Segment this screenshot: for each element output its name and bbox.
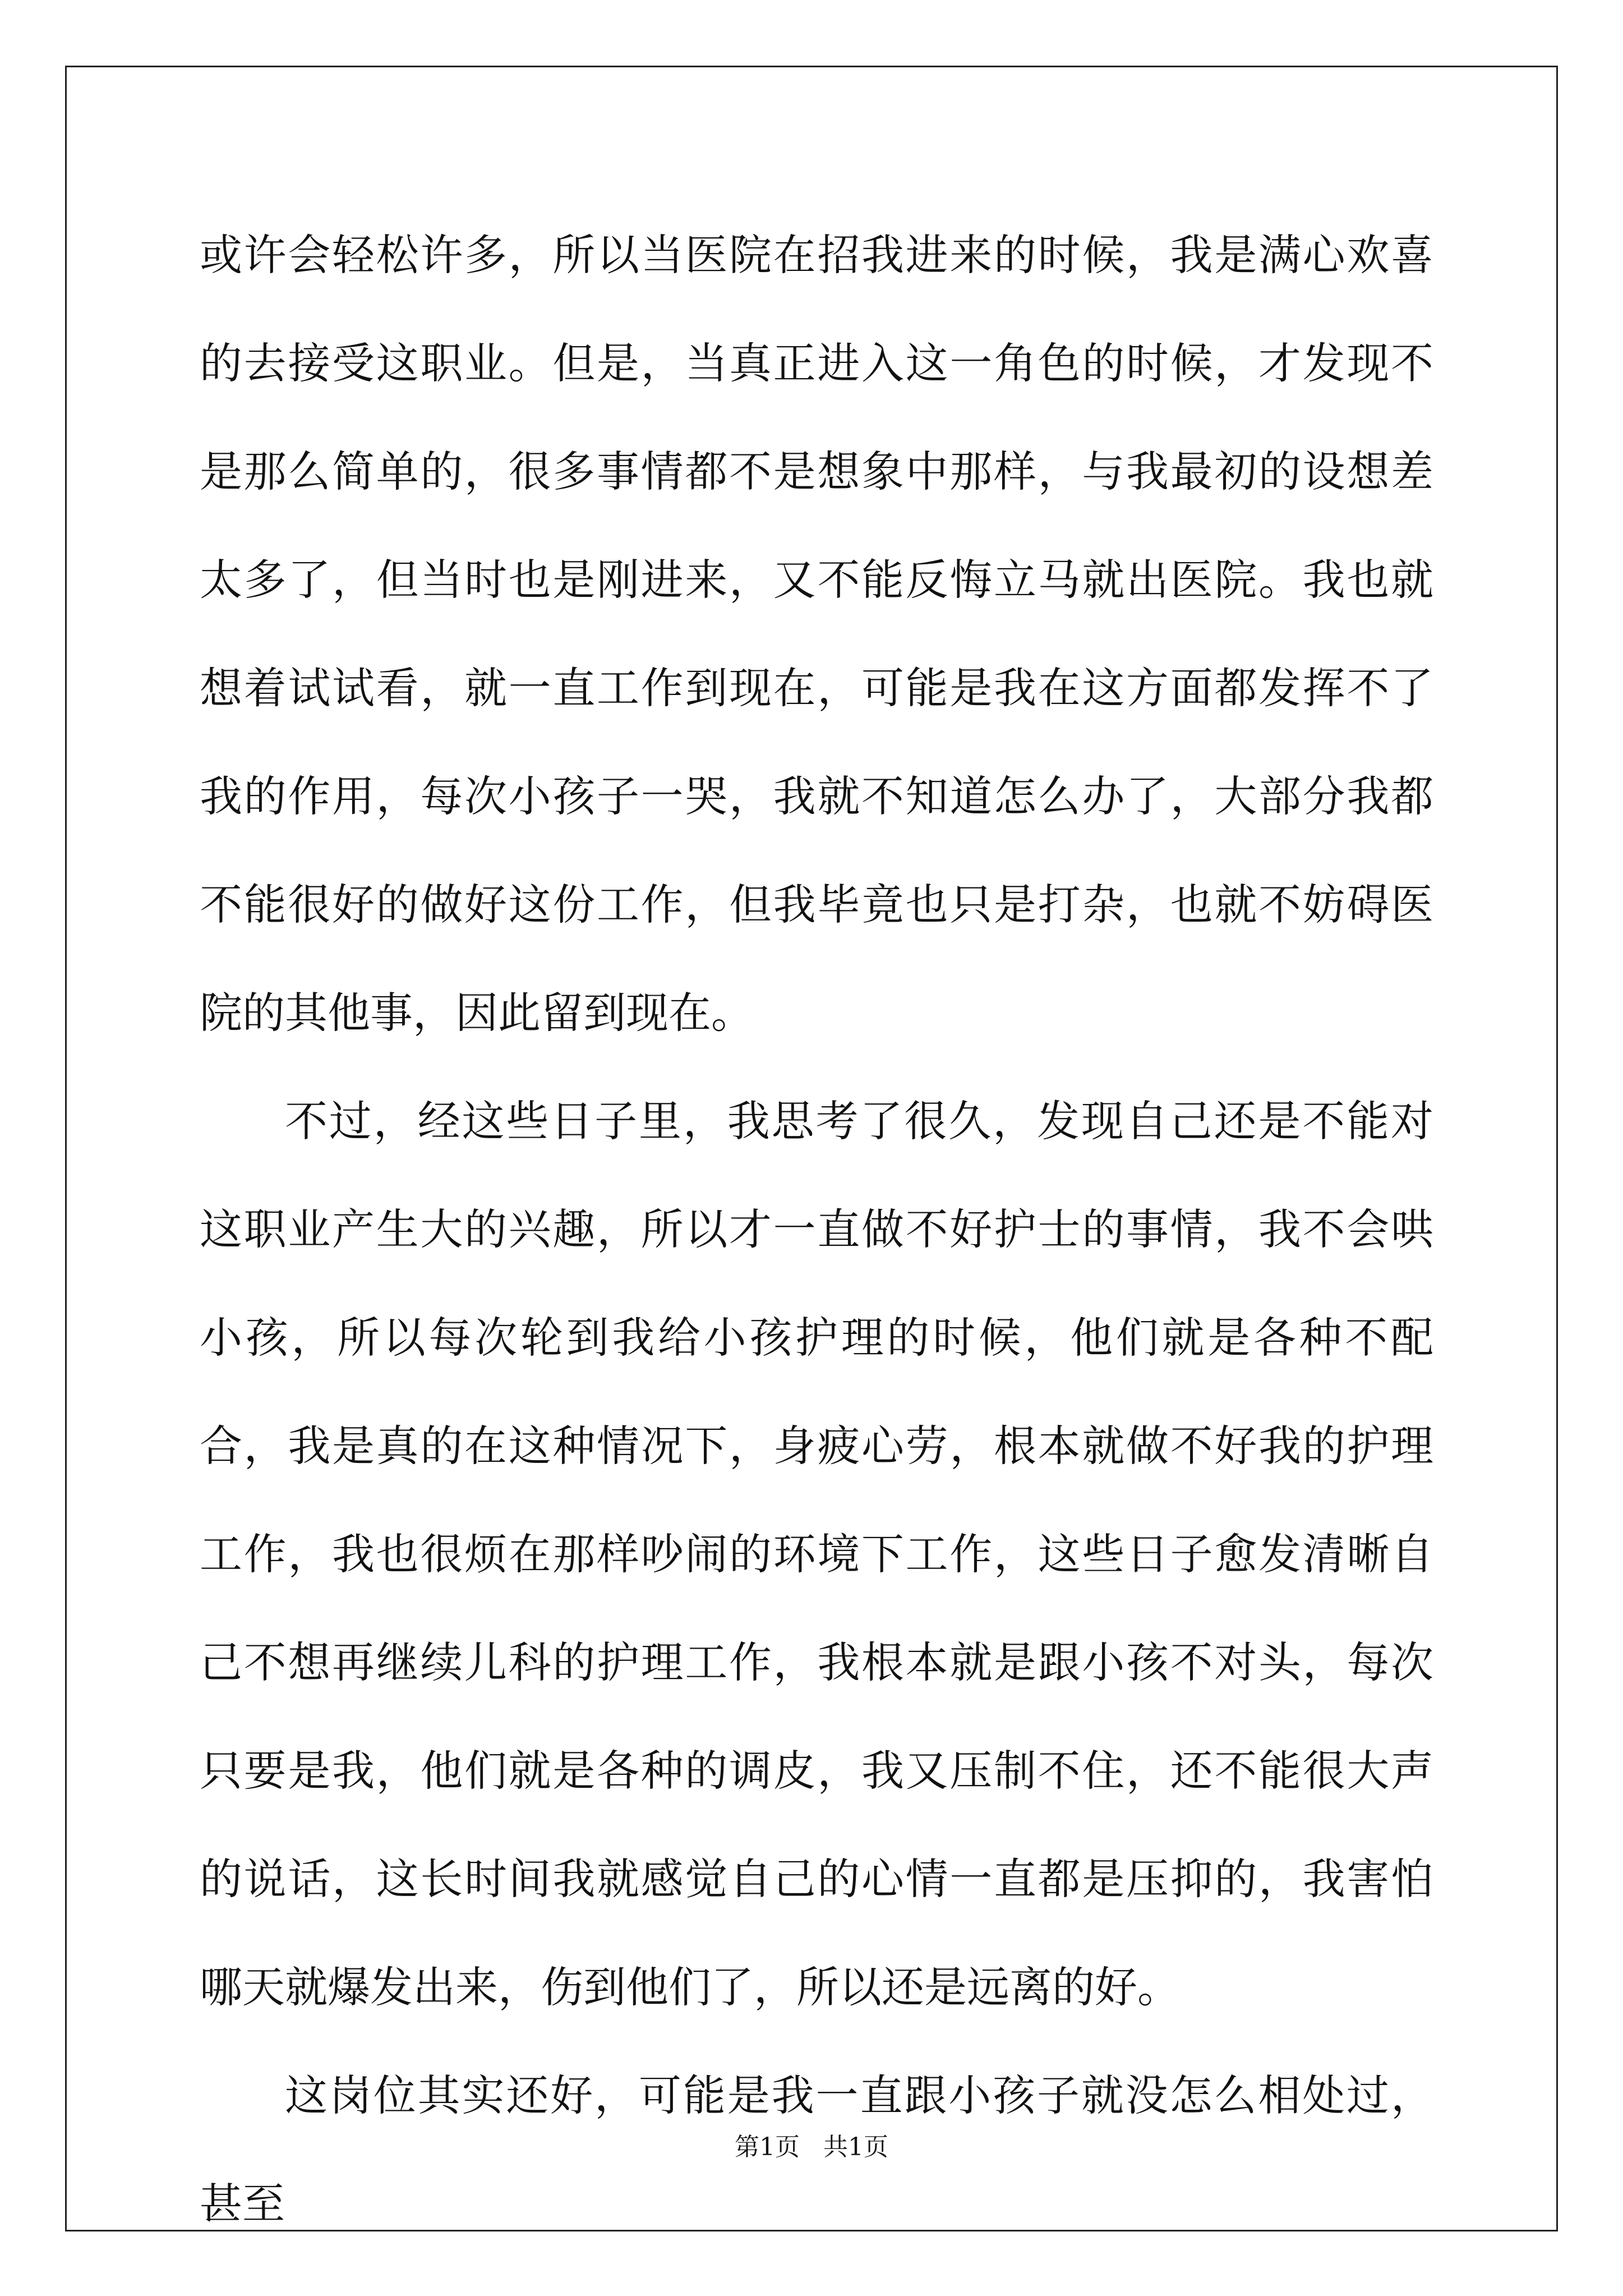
paragraph-3: 这岗位其实还好，可能是我一直跟小孩子就没怎么相处过，甚至 [200, 2070, 1433, 2229]
page-number-footer: 第1页 共1页 [735, 2133, 888, 2161]
paragraph-2: 不过，经这些日子里，我思考了很久，发现自己还是不能对这职业产生大的兴趣，所以才一直做不好护士的事情，我不会哄小孩，所以每次轮到我给小孩护理的时候，他们就是各种不配合，我是真的在这种情况下，身疲心劳，根本就做不好我的护理工作，我也很烦在那样吵闹的环境下工作，这些日子愈发清晰自己不想再继续儿科的护理工作，我根本就是跟小孩不对头，每次只要是我，他们就是各种的调皮，我又压制不住，还不能很大声的说话，这长时间我就感觉自己的心情一直都是压抑的，我害怕哪天就爆发出来，伤到他们了，所以还是远离的好。 [200, 1096, 1433, 2012]
paragraph-1: 或许会轻松许多，所以当医院在招我进来的时候，我是满心欢喜的去接受这职业。但是，当真正进入这一角色的时候，才发现不是那么简单的，很多事情都不是想象中那样，与我最初的设想差太多了，但当时也是刚进来，又不能反悔立马就出医院。我也就想着试试看，就一直工作到现在，可能是我在这方面都发挥不了我的作用，每次小孩子一哭，我就不知道怎么办了，大部分我都不能很好的做好这份工作，但我毕竟也只是打杂，也就不妨碍医院的其他事，因此留到现在。 [200, 230, 1433, 1038]
document-body [200, 201, 1433, 2258]
